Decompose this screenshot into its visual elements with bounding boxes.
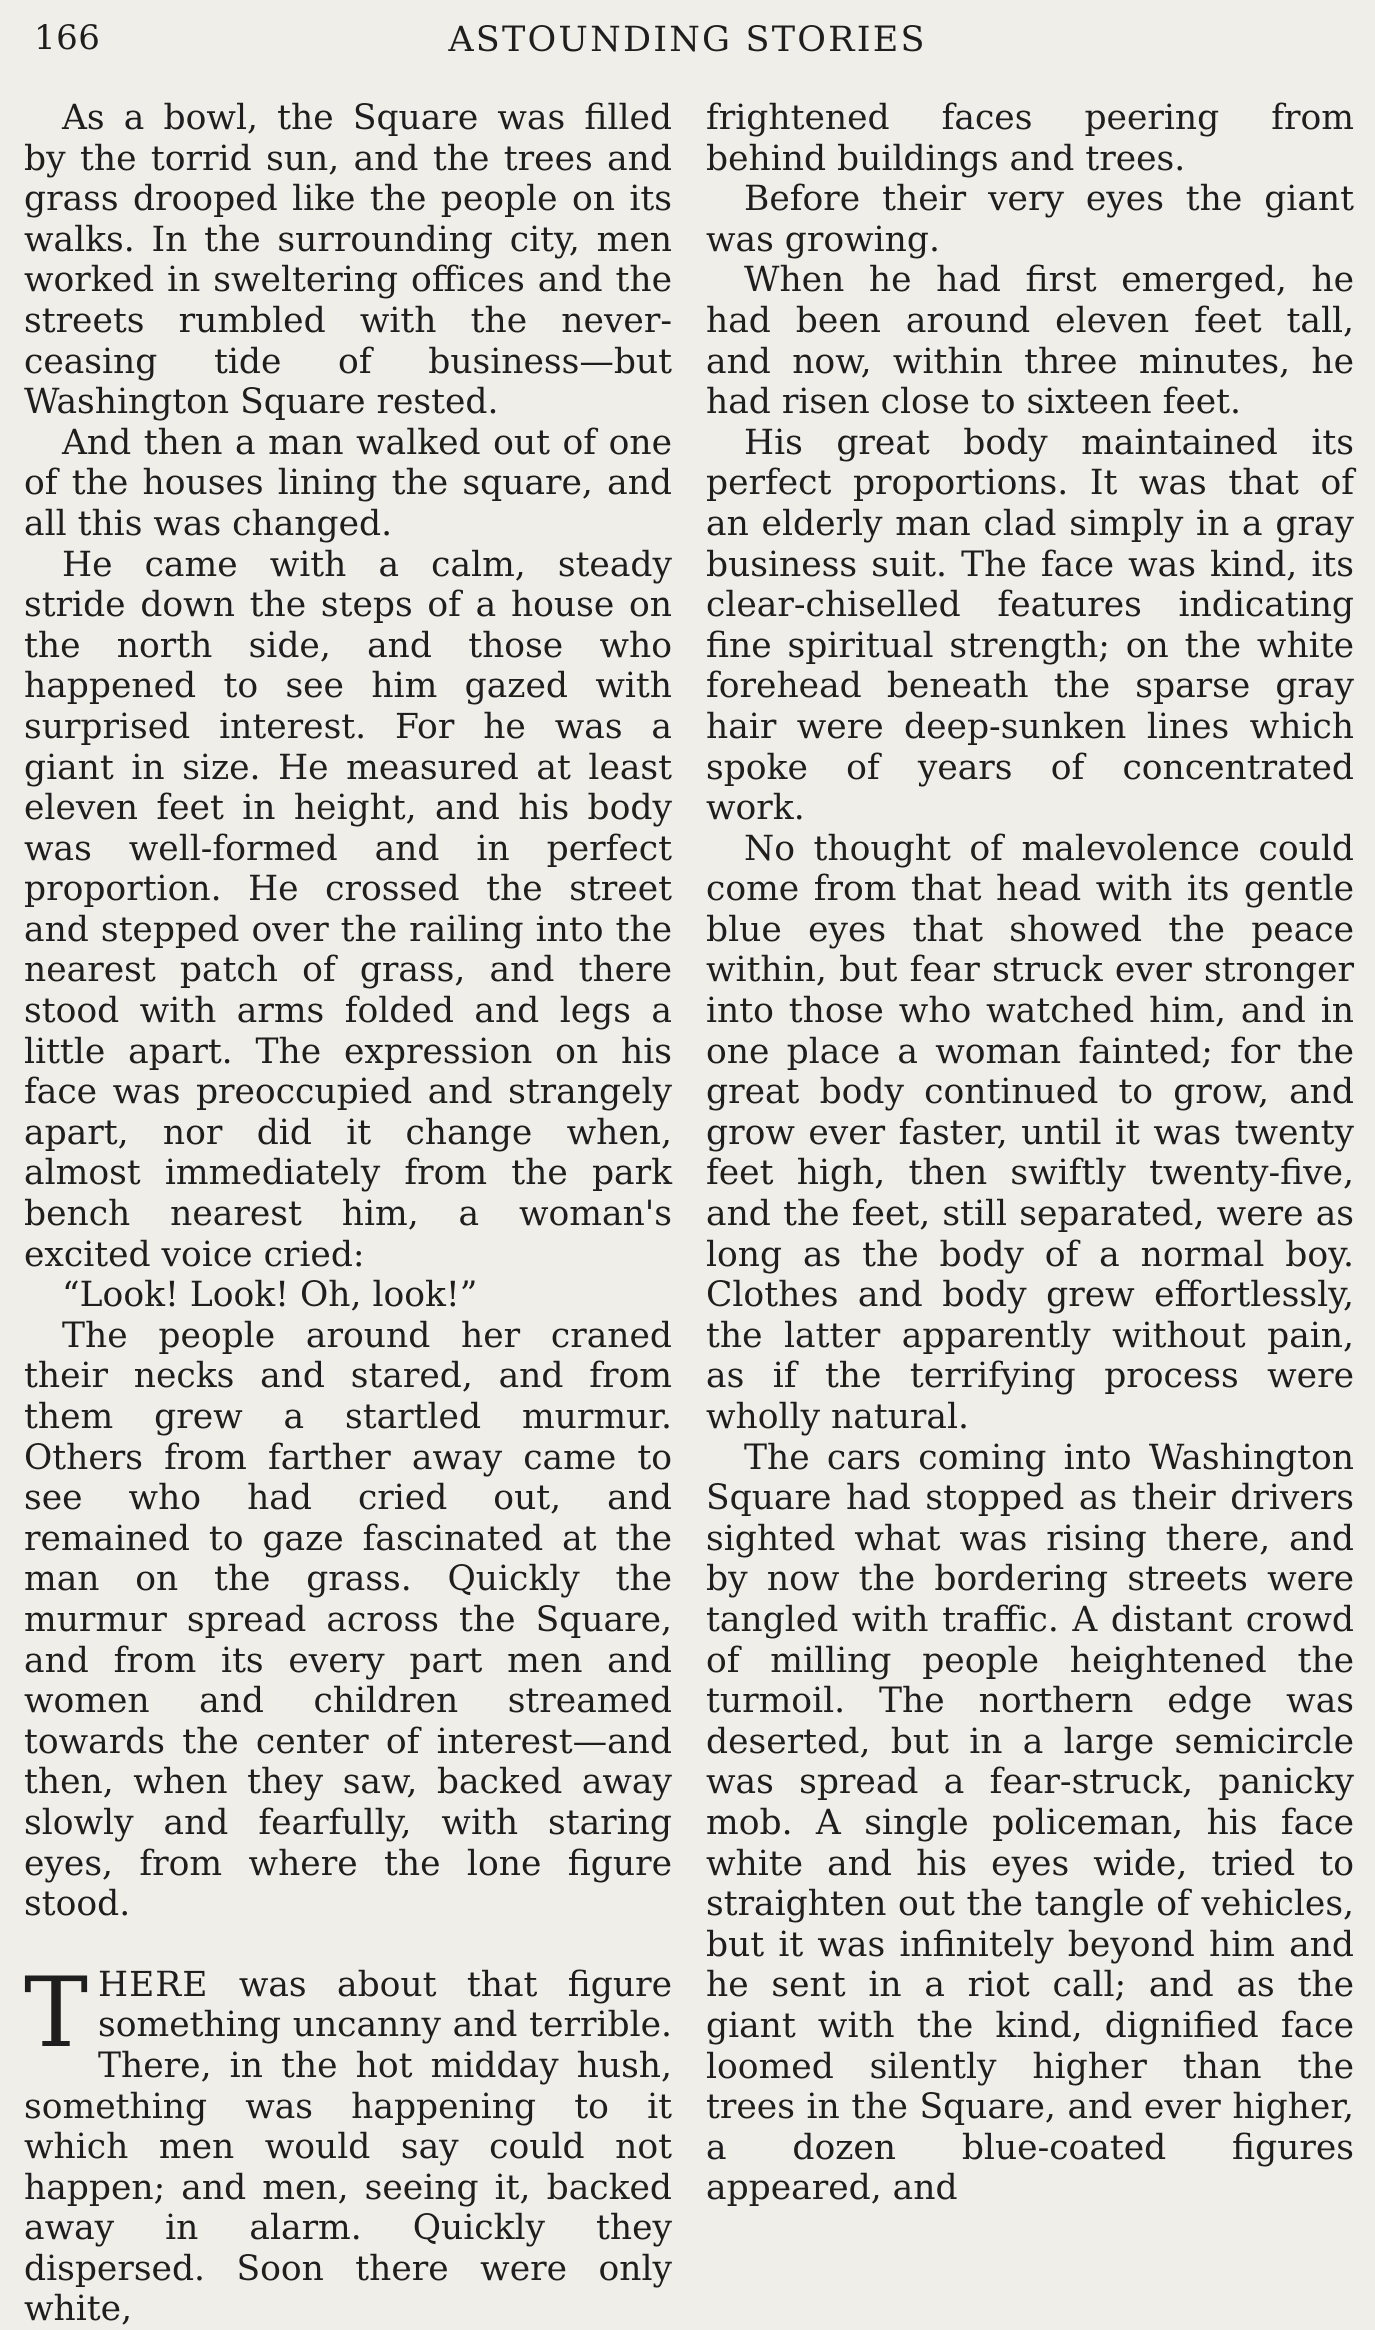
lead-caps: HERE [98,1964,209,2005]
page-header [28,12,1347,74]
section-text: was about that figure something uncanny and terrible. There, in the hot midday hush, something was happening to it which men would say could not happen; and men, seeing it, backed away in alarm. Quickly they dispersed. Soon there were only white, [24,1964,672,2330]
paragraph: As a bowl, the Square was filled by the torrid sun, and the trees and grass drooped like the people on its walks. In the surrounding city, men worked in sweltering offices and the streets rumbled with the never-ceasing tide of business—but Washington Square rested. [24,98,672,423]
right-column [706,98,1354,2209]
section-opening-paragraph [24,1956,672,2330]
left-column [24,98,672,2330]
continued-paragraph: frightened faces peering from behind buildings and trees. [706,98,1354,179]
paragraph: “Look! Look! Oh, look!” [62,1275,478,1316]
paragraph: And then a man walked out of one of the houses lining the square, and all this was changed. [24,422,672,544]
paragraph: The people around her craned their necks and stared, and from them grew a startled murmur. Others from farther away came to see who had cried out, and remained to gaze fascinated at the man on the grass. Quickly the murmur spread across the Square, and from its every part men and women and children streamed towards the center of interest—and then, when they saw, backed away slowly and fearfully, with staring eyes, from where the lone figure stood. [24,1315,672,1925]
page-number: 166 [34,18,101,58]
running-title: ASTOUNDING STORIES [448,20,927,60]
paragraph: He came with a calm, steady stride down the steps of a house on the north side, and those who happened to see him gazed with surprised interest. For he was a giant in size. He measured at least eleven feet in height, and his body was well-formed and in perfect proportion. He crossed the street and stepped over the railing into the nearest patch of grass, and there stood with arms folded and legs a little apart. The expression on his face was preoccupied and strangely apart, nor did it change when, almost immediately from the park bench nearest him, a woman's excited voice cried: [24,544,672,1275]
paragraph: Before their very eyes the giant was growing. [706,179,1354,260]
drop-cap: T [24,1956,89,2069]
paragraph: No thought of malevolence could come from that head with its gentle blue eyes that showed the peace within, but fear struck ever stronger into those who watched him, and in one place a woman fainted; for the great body continued to grow, and grow ever faster, until it was twenty feet high, then swiftly twenty-five, and the feet, still separated, were as long as the body of a normal boy. Clothes and body grew effortlessly, the latter apparently without pain, as if the terrifying process were wholly natural. [706,828,1354,1437]
paragraph: The cars coming into Washington Square had stopped as their drivers sighted what was rising there, and by now the bordering streets were tangled with traffic. A distant crowd of milling people heightened the turmoil. The northern edge was deserted, but in a large semicircle was spread a fear-struck, panicky mob. A single policeman, his face white and his eyes wide, tried to straighten out the tangle of vehicles, but it was infinitely beyond him and he sent in a riot call; and as the giant with the kind, dignified face loomed silently higher than the trees in the Square, and ever higher, a dozen blue-coated figures appeared, and [706,1437,1354,2209]
paragraph: His great body maintained its perfect proportions. It was that of an elderly man clad simply in a gray business suit. The face was kind, its clear-chiselled features indicating fine spiritual strength; on the white forehead beneath the sparse gray hair were deep-sunken lines which spoke of years of concentrated work. [706,422,1354,829]
paragraph: When he had first emerged, he had been around eleven feet tall, and now, within three minutes, he had risen close to sixteen feet. [706,260,1354,423]
section-break [24,1925,672,1965]
